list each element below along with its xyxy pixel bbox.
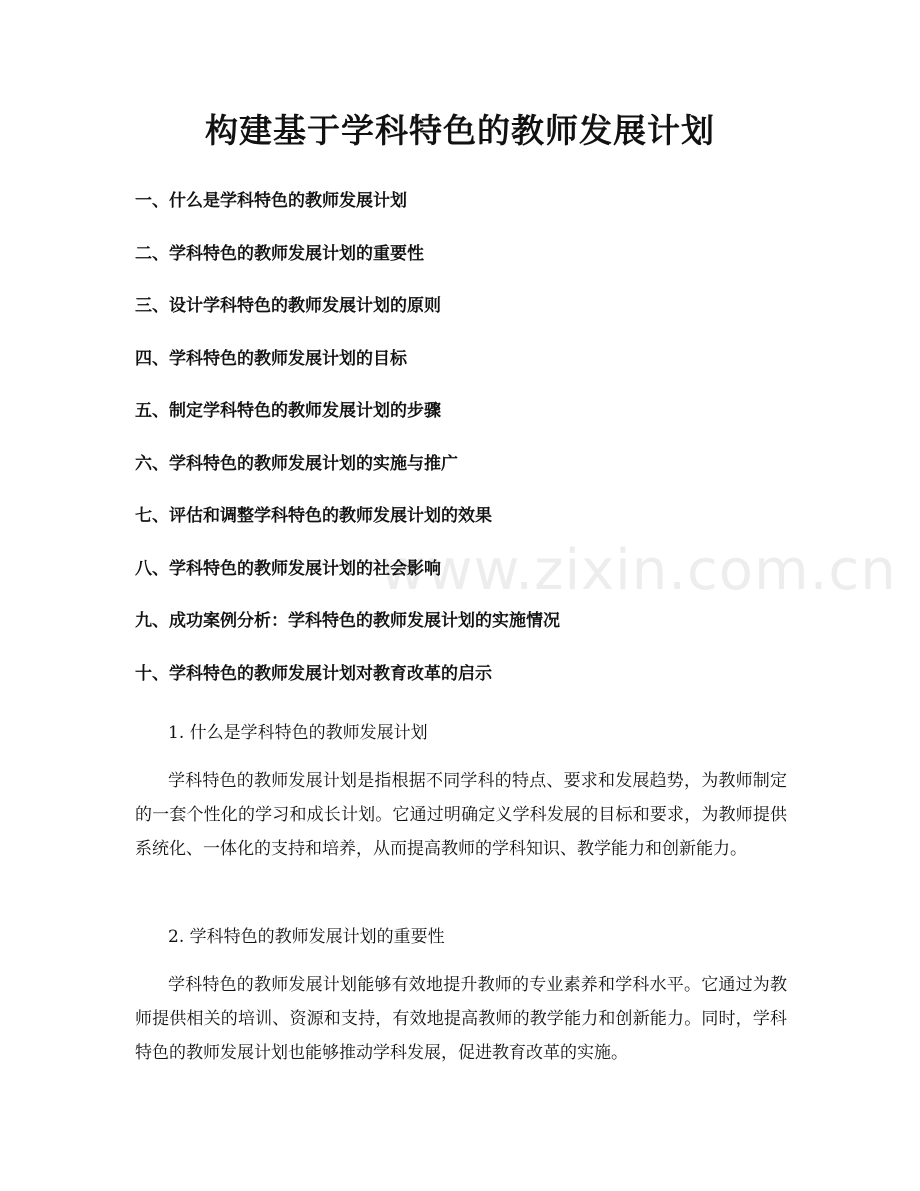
toc-item: 七、评估和调整学科特色的教师发展计划的效果 [135,506,492,526]
toc-item: 六、学科特色的教师发展计划的实施与推广 [135,453,458,474]
section-heading: 2. 学科特色的教师发展计划的重要性 [168,927,445,947]
section-paragraph: 学科特色的教师发展计划是指根据不同学科的特点、要求和发展趋势，为教师制定的一套个性化的学习和成长计划。它通过明确定义学科发展的目标和要求，为教师提供系统化、一体化的支持和培养，从而提高教师的学科知识、教学能力和创新能力。 [135,771,787,859]
toc-item: 一、什么是学科特色的教师发展计划 [135,191,407,211]
section-paragraph: 学科特色的教师发展计划能够有效地提升教师的专业素养和学科水平。它通过为教师提供相关的培训、资源和支持，有效地提高教师的教学能力和创新能力。同时，学科特色的教师发展计划也能够推动学科发展，促进教育改革的实施。 [135,975,787,1063]
toc-item: 三、设计学科特色的教师发展计划的原则 [135,296,441,316]
toc-item: 九、成功案例分析：学科特色的教师发展计划的实施情况 [135,611,560,631]
table-of-contents [135,187,795,712]
toc-item: 十、学科特色的教师发展计划对教育改革的启示 [135,663,492,684]
toc-item: 八、学科特色的教师发展计划的社会影响 [135,558,441,579]
toc-item: 五、制定学科特色的教师发展计划的步骤 [135,401,441,421]
section-heading: 1. 什么是学科特色的教师发展计划 [168,723,428,743]
toc-item: 四、学科特色的教师发展计划的目标 [135,348,407,369]
toc-item: 二、学科特色的教师发展计划的重要性 [135,243,424,264]
watermark: www.zixin.com.cn [380,538,897,603]
document-title: 构建基于学科特色的教师发展计划 [205,111,715,150]
